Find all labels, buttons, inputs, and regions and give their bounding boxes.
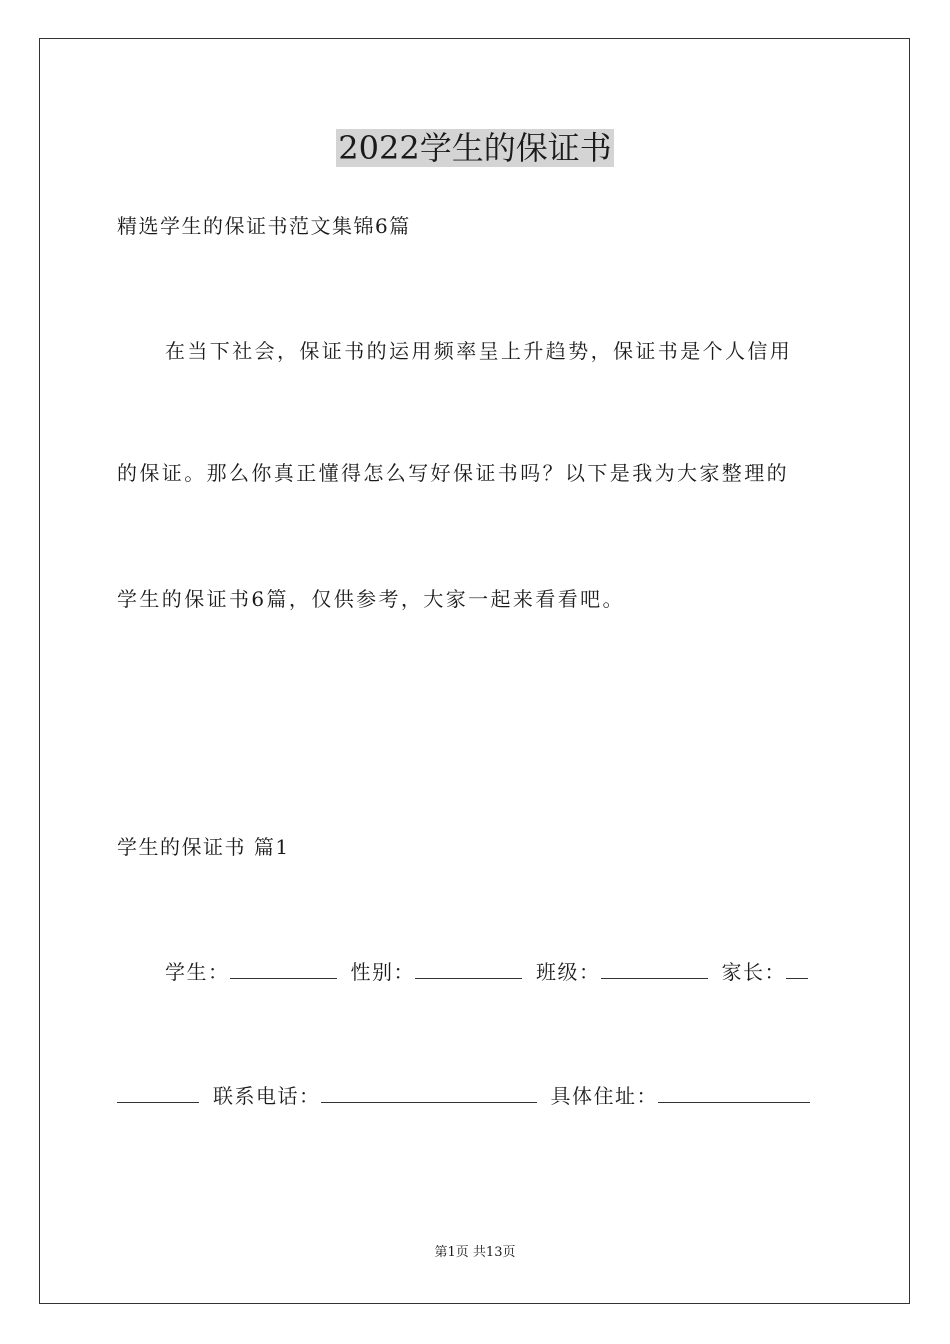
gender-label: 性别： (350, 960, 415, 984)
class-blank (601, 958, 708, 979)
parent-blank-start (786, 958, 808, 979)
document-title-text: 2022学生的保证书 (338, 129, 612, 167)
section-heading: 学生的保证书 篇1 (117, 835, 290, 859)
document-subtitle: 精选学生的保证书范文集锦6篇 (117, 214, 411, 238)
parent-blank-end (117, 1082, 199, 1103)
intro-line-2: 的保证。那么你真正懂得怎么写好保证书吗？以下是我为大家整理的 (117, 461, 789, 485)
student-label: 学生： (165, 960, 230, 984)
gender-blank (415, 958, 522, 979)
form-row-2 (117, 1081, 810, 1111)
intro-line-1: 在当下社会，保证书的运用频率呈上升趋势，保证书是个人信用 (165, 339, 793, 363)
form-row-1 (165, 957, 808, 987)
document-title (0, 126, 950, 170)
class-label: 班级： (536, 960, 601, 984)
address-blank (658, 1082, 810, 1103)
parent-label: 家长： (721, 960, 786, 984)
page-footer: 第1页 共13页 (434, 1245, 516, 1260)
address-label: 具体住址： (550, 1084, 658, 1108)
phone-blank (321, 1082, 537, 1103)
phone-label: 联系电话： (213, 1084, 321, 1108)
student-blank (230, 958, 337, 979)
intro-line-3: 学生的保证书6篇，仅供参考，大家一起来看看吧。 (117, 587, 625, 611)
